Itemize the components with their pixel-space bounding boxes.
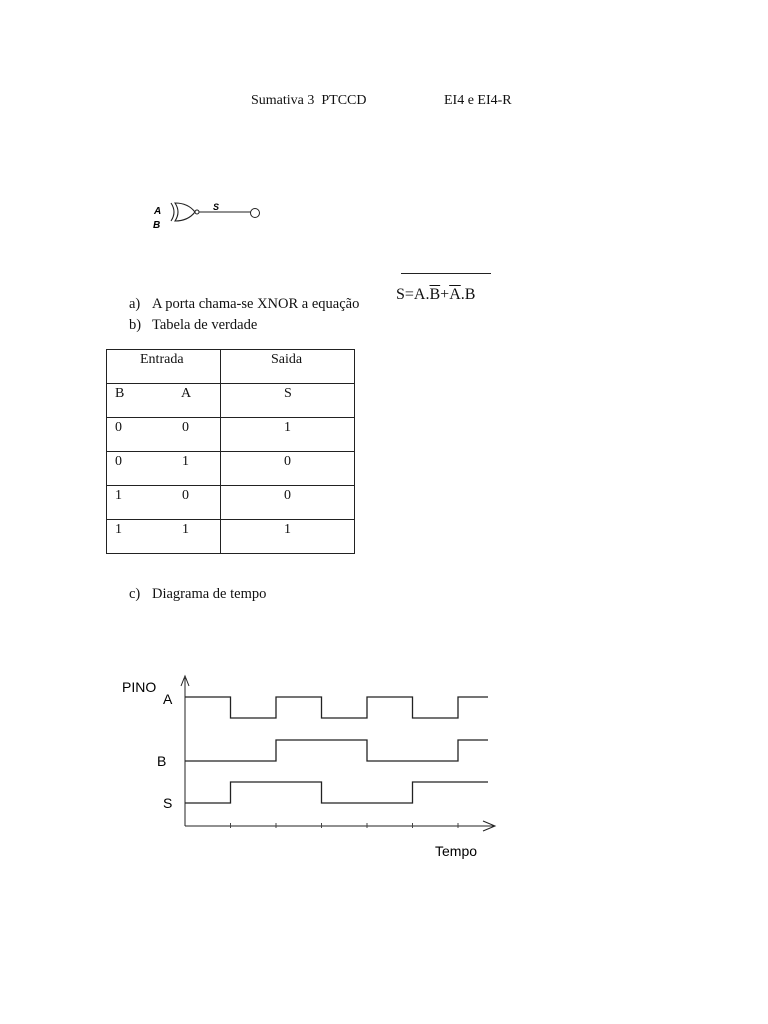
cell-s: 1 [284, 420, 291, 435]
gate-output-label: S [213, 202, 220, 212]
table-column-header-row [107, 384, 355, 418]
signal-label-s: S [163, 795, 173, 811]
waveform-b [185, 740, 488, 761]
table-group-header-row [107, 350, 355, 384]
cell-b: 0 [115, 454, 122, 469]
xnor-gate-symbol [150, 198, 270, 234]
document-title: Sumativa 3 PTCCD [251, 93, 367, 108]
gate-input-b-label: B [153, 220, 161, 231]
truth-table [106, 349, 355, 554]
item-b [129, 317, 257, 334]
col-header-b: B [115, 386, 125, 401]
signal-label-a: A [163, 691, 173, 707]
formula-overbar [401, 273, 491, 274]
table-row [107, 418, 355, 452]
item-a-text: A porta chama-se XNOR a equação [152, 296, 360, 312]
formula-term-b-bar: $\overline{B}$ [429, 286, 441, 303]
cell-b: 0 [115, 420, 122, 435]
cell-b: 1 [115, 488, 122, 503]
cell-a: 1 [182, 522, 189, 537]
col-header-a: A [181, 386, 192, 401]
table-row [107, 486, 355, 520]
xnor-formula: $S=A.\overline{B}+\overline{A}.B$ [396, 286, 476, 303]
formula-plus: + [440, 286, 450, 303]
waveform-a [185, 697, 488, 718]
cell-a: 1 [182, 454, 189, 469]
cell-a: 0 [182, 420, 189, 435]
formula-term-a-bar: $\overline{A}$ [449, 286, 461, 303]
formula-term-b: B [464, 286, 476, 303]
item-a [129, 296, 359, 313]
col-header-s: S [284, 386, 292, 401]
signal-label-b: B [157, 753, 167, 769]
cell-s: 0 [284, 488, 291, 503]
class-label: EI4 e EI4-R [444, 93, 512, 108]
x-axis-label: Tempo [435, 843, 478, 859]
item-b-text: Tabela de verdade [152, 317, 258, 333]
cell-s: 1 [284, 522, 291, 537]
table-row [107, 452, 355, 486]
item-c-letter: c) [129, 586, 141, 602]
timing-diagram [110, 660, 510, 870]
item-c-text: Diagrama de tempo [152, 586, 267, 602]
cell-s: 0 [284, 454, 291, 469]
group-header-saida: Saida [221, 350, 355, 384]
item-c [129, 586, 266, 603]
y-axis-label: PINO [122, 679, 157, 695]
cell-a: 0 [182, 488, 189, 503]
gate-input-a-label: A [154, 206, 162, 217]
waveform-s [185, 782, 488, 803]
formula-lhs: S=A [396, 286, 426, 303]
table-row [107, 520, 355, 554]
group-header-entrada: Entrada [107, 350, 221, 384]
item-a-letter: a) [129, 296, 141, 312]
timing-axes [181, 676, 495, 831]
timing-waves [157, 691, 488, 828]
item-b-letter: b) [129, 317, 142, 333]
cell-b: 1 [115, 522, 122, 537]
